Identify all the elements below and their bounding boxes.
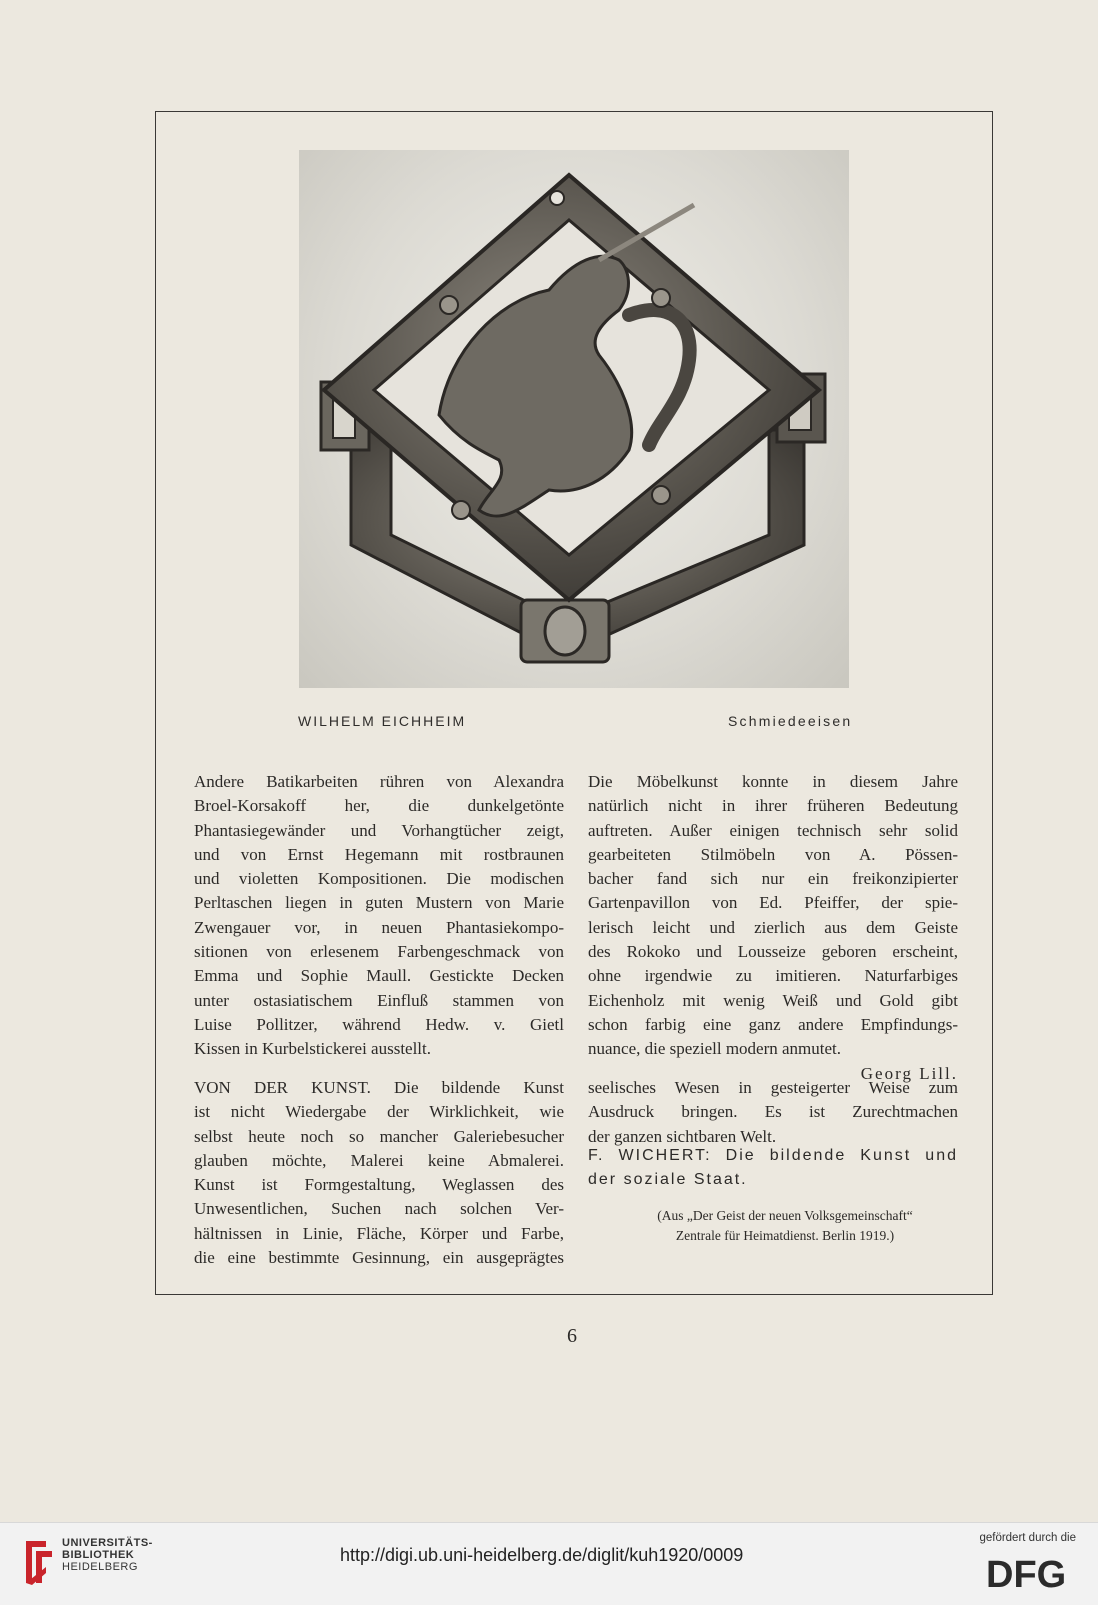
- text-line: Die Möbelkunst konnte in diesem Jahre: [588, 772, 958, 791]
- library-name: [62, 1537, 153, 1573]
- text-line: des Rokoko und Lousseize geboren erscheint,: [588, 942, 958, 962]
- citation-line: der soziale Staat.: [588, 1171, 748, 1188]
- text-line: schon farbig eine ganz andere Empfindungs-: [588, 1014, 958, 1034]
- caption-technique: Schmiedeeisen: [728, 713, 853, 729]
- text-line: Eichenholz mit wenig Weiß und Gold gibt: [588, 990, 958, 1010]
- text-line: gearbeiteten Stilmöbeln von A. Pössen-: [588, 844, 958, 864]
- page-number: 6: [567, 1325, 577, 1347]
- citation-wichert: [588, 1144, 958, 1192]
- text-line: ist nicht Wiedergabe der Wirklichkeit, wie: [194, 1102, 564, 1122]
- text-line: seelisches Wesen in gesteigerter Weise zum: [588, 1078, 958, 1097]
- citation-line: F. WICHERT: Die bildende Kunst und: [588, 1147, 958, 1164]
- right-column: [588, 770, 958, 1086]
- door-knocker-illustration: [299, 150, 849, 688]
- text-line: Luise Pollitzer, während Hedw. v. Gietl: [194, 1014, 564, 1034]
- text-line: der ganzen sichtbaren Welt.: [588, 1126, 777, 1146]
- text-line: unter ostasiatischem Einfluß stammen von: [194, 990, 564, 1010]
- left-column: [194, 770, 564, 1062]
- text-line: Phantasiegewänder und Vorhangtücher zeigt,: [194, 820, 564, 840]
- photograph-wrought-iron-door-knocker: [299, 150, 849, 688]
- right-column-continuation: [588, 1076, 958, 1149]
- text-line: Ausdruck bringen. Es ist Zurechtmachen: [588, 1102, 958, 1122]
- dfg-logo: [984, 1549, 1080, 1593]
- text-line: lerisch leicht und zierlich aus dem Geiste: [588, 917, 958, 937]
- text-line: bacher fand sich nur ein freikonzipierter: [588, 869, 958, 889]
- text-line: sitionen von erlesenem Farbengeschmack von: [194, 942, 564, 962]
- text-line: glauben möchte, Malerei keine Abmalerei.: [194, 1150, 564, 1170]
- text-line: Perltaschen liegen in guten Mustern von Marie: [194, 893, 564, 913]
- text-line: auftreten. Außer einigen technisch sehr solid: [588, 820, 958, 840]
- text-line: nuance, die speziell modern anmutet.: [588, 1039, 842, 1059]
- funding-label: gefördert durch die: [979, 1532, 1076, 1544]
- text-line: Andere Batikarbeiten rühren von Alexandra: [194, 772, 564, 791]
- text-line: Gartenpavillon von Ed. Pfeiffer, der spie-: [588, 893, 958, 913]
- text-line: Broel-Korsakoff her, die dunkelgetönte: [194, 796, 564, 816]
- text-line: und violetten Kompositionen. Die modischen: [194, 869, 564, 889]
- text-line: selbst heute noch so mancher Galeriebesucher: [194, 1126, 564, 1146]
- text-line: Kunst ist Formgestaltung, Weglassen des: [194, 1175, 564, 1195]
- library-name-line: HEIDELBERG: [62, 1561, 138, 1573]
- document-url-link[interactable]: http://digi.ub.uni-heidelberg.de/diglit/kuh1920/0009: [340, 1545, 744, 1565]
- caption-artist: WILHELM EICHHEIM: [298, 713, 467, 729]
- university-library-logo-icon: [22, 1537, 56, 1589]
- library-name-line: BIBLIOTHEK: [62, 1549, 135, 1561]
- text-line: und von Ernst Hegemann mit rostbraunen: [194, 844, 564, 864]
- text-line: die eine bestimmte Gesinnung, ein ausgeprägtes: [194, 1248, 564, 1268]
- text-line: natürlich nicht in ihrer früheren Bedeutung: [588, 796, 958, 816]
- footer-bar: [0, 1522, 1098, 1605]
- text-line: VON DER KUNST. Die bildende Kunst: [194, 1078, 564, 1097]
- left-column-section-von-der-kunst: [194, 1076, 564, 1270]
- source-note: [610, 1206, 960, 1246]
- text-line: Zwengauer vor, in neuen Phantasiekompo-: [194, 917, 564, 937]
- author-signature: Georg Lill.: [860, 1063, 958, 1083]
- text-line: hältnissen in Linie, Fläche, Körper und Farbe,: [194, 1223, 564, 1243]
- source-line: (Aus „Der Geist der neuen Volksgemeinschaft“: [657, 1208, 913, 1223]
- source-line: Zentrale für Heimatdienst. Berlin 1919.): [675, 1228, 895, 1243]
- text-line: ohne irgendwie zu imitieren. Naturfarbiges: [588, 966, 958, 986]
- text-line: Kissen in Kurbelstickerei ausstellt.: [194, 1039, 432, 1059]
- dfg-logo-text: DFG: [986, 1554, 1067, 1593]
- text-line: Unwesentlichen, Suchen nach solchen Ver-: [194, 1199, 564, 1219]
- text-line: Emma und Sophie Maull. Gestickte Decken: [194, 966, 564, 986]
- library-name-line: UNIVERSITÄTS-: [62, 1537, 153, 1549]
